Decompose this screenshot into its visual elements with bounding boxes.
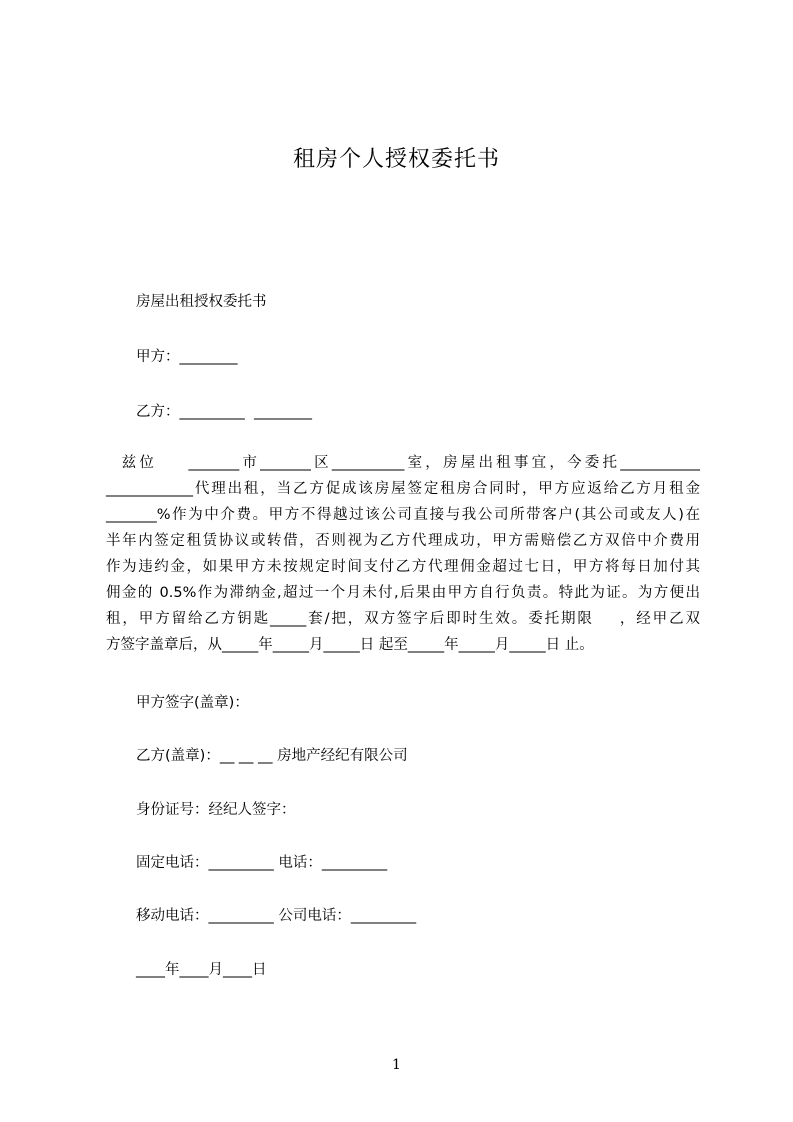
- body-row-6: 佣金的 0.5%作为滞纳金,超过一个月未付,后果由甲方自行负责。特此为证。为方便出: [106, 585, 700, 601]
- body-row-4: 半年内签定租赁协议或转借，否则视为乙方代理成功，甲方需赔偿乙方双倍中介费用: [106, 533, 700, 549]
- body-row-8: 方签字盖章后，从_____年_____月_____日 起至_____年_____月_____日 止。: [106, 637, 594, 653]
- mobile-phone-line: 移动电话：_________ 公司电话：_________: [136, 908, 417, 924]
- page-number: 1: [392, 1057, 401, 1073]
- fixed-phone-line: 固定电话：_________ 电话：_________: [136, 855, 388, 871]
- body-row-5: 作为违约金，如果甲方未按规定时间支付乙方代理佣金超过七日，甲方将每日加付其: [106, 559, 700, 575]
- body-row-2: ____________代理出租，当乙方促成该房屋签定租房合同时，甲方应返给乙方月租金: [106, 481, 700, 497]
- date-line: ____年____月____日: [136, 962, 267, 978]
- party-a-line: 甲方：________: [136, 349, 238, 365]
- authorization-body: [106, 450, 700, 658]
- document-subtitle: 房屋出租授权委托书: [136, 294, 267, 310]
- document-title: 租房个人授权委托书: [292, 147, 500, 172]
- body-row-3: _______%作为中介费。甲方不得越过该公司直接与我公司所带客户(其公司或友人)在: [106, 507, 700, 523]
- id-signature-line: 身份证号：经纪人签字：: [136, 802, 296, 818]
- party-b-line: 乙方：_________ ________: [136, 404, 312, 420]
- body-row-7: 租，甲方留给乙方钥匙_____套/把，双方签字后即时生效。委托期限 ，经甲乙双: [106, 611, 700, 627]
- party-b-signature-line: 乙方(盖章)：__ __ __ 房地产经纪有限公司: [136, 748, 408, 764]
- body-row-1: 兹位 _______市_______区__________室，房屋出租事宜，今委托___________: [106, 455, 700, 471]
- party-a-signature-line: 甲方签字(盖章)：: [136, 695, 249, 711]
